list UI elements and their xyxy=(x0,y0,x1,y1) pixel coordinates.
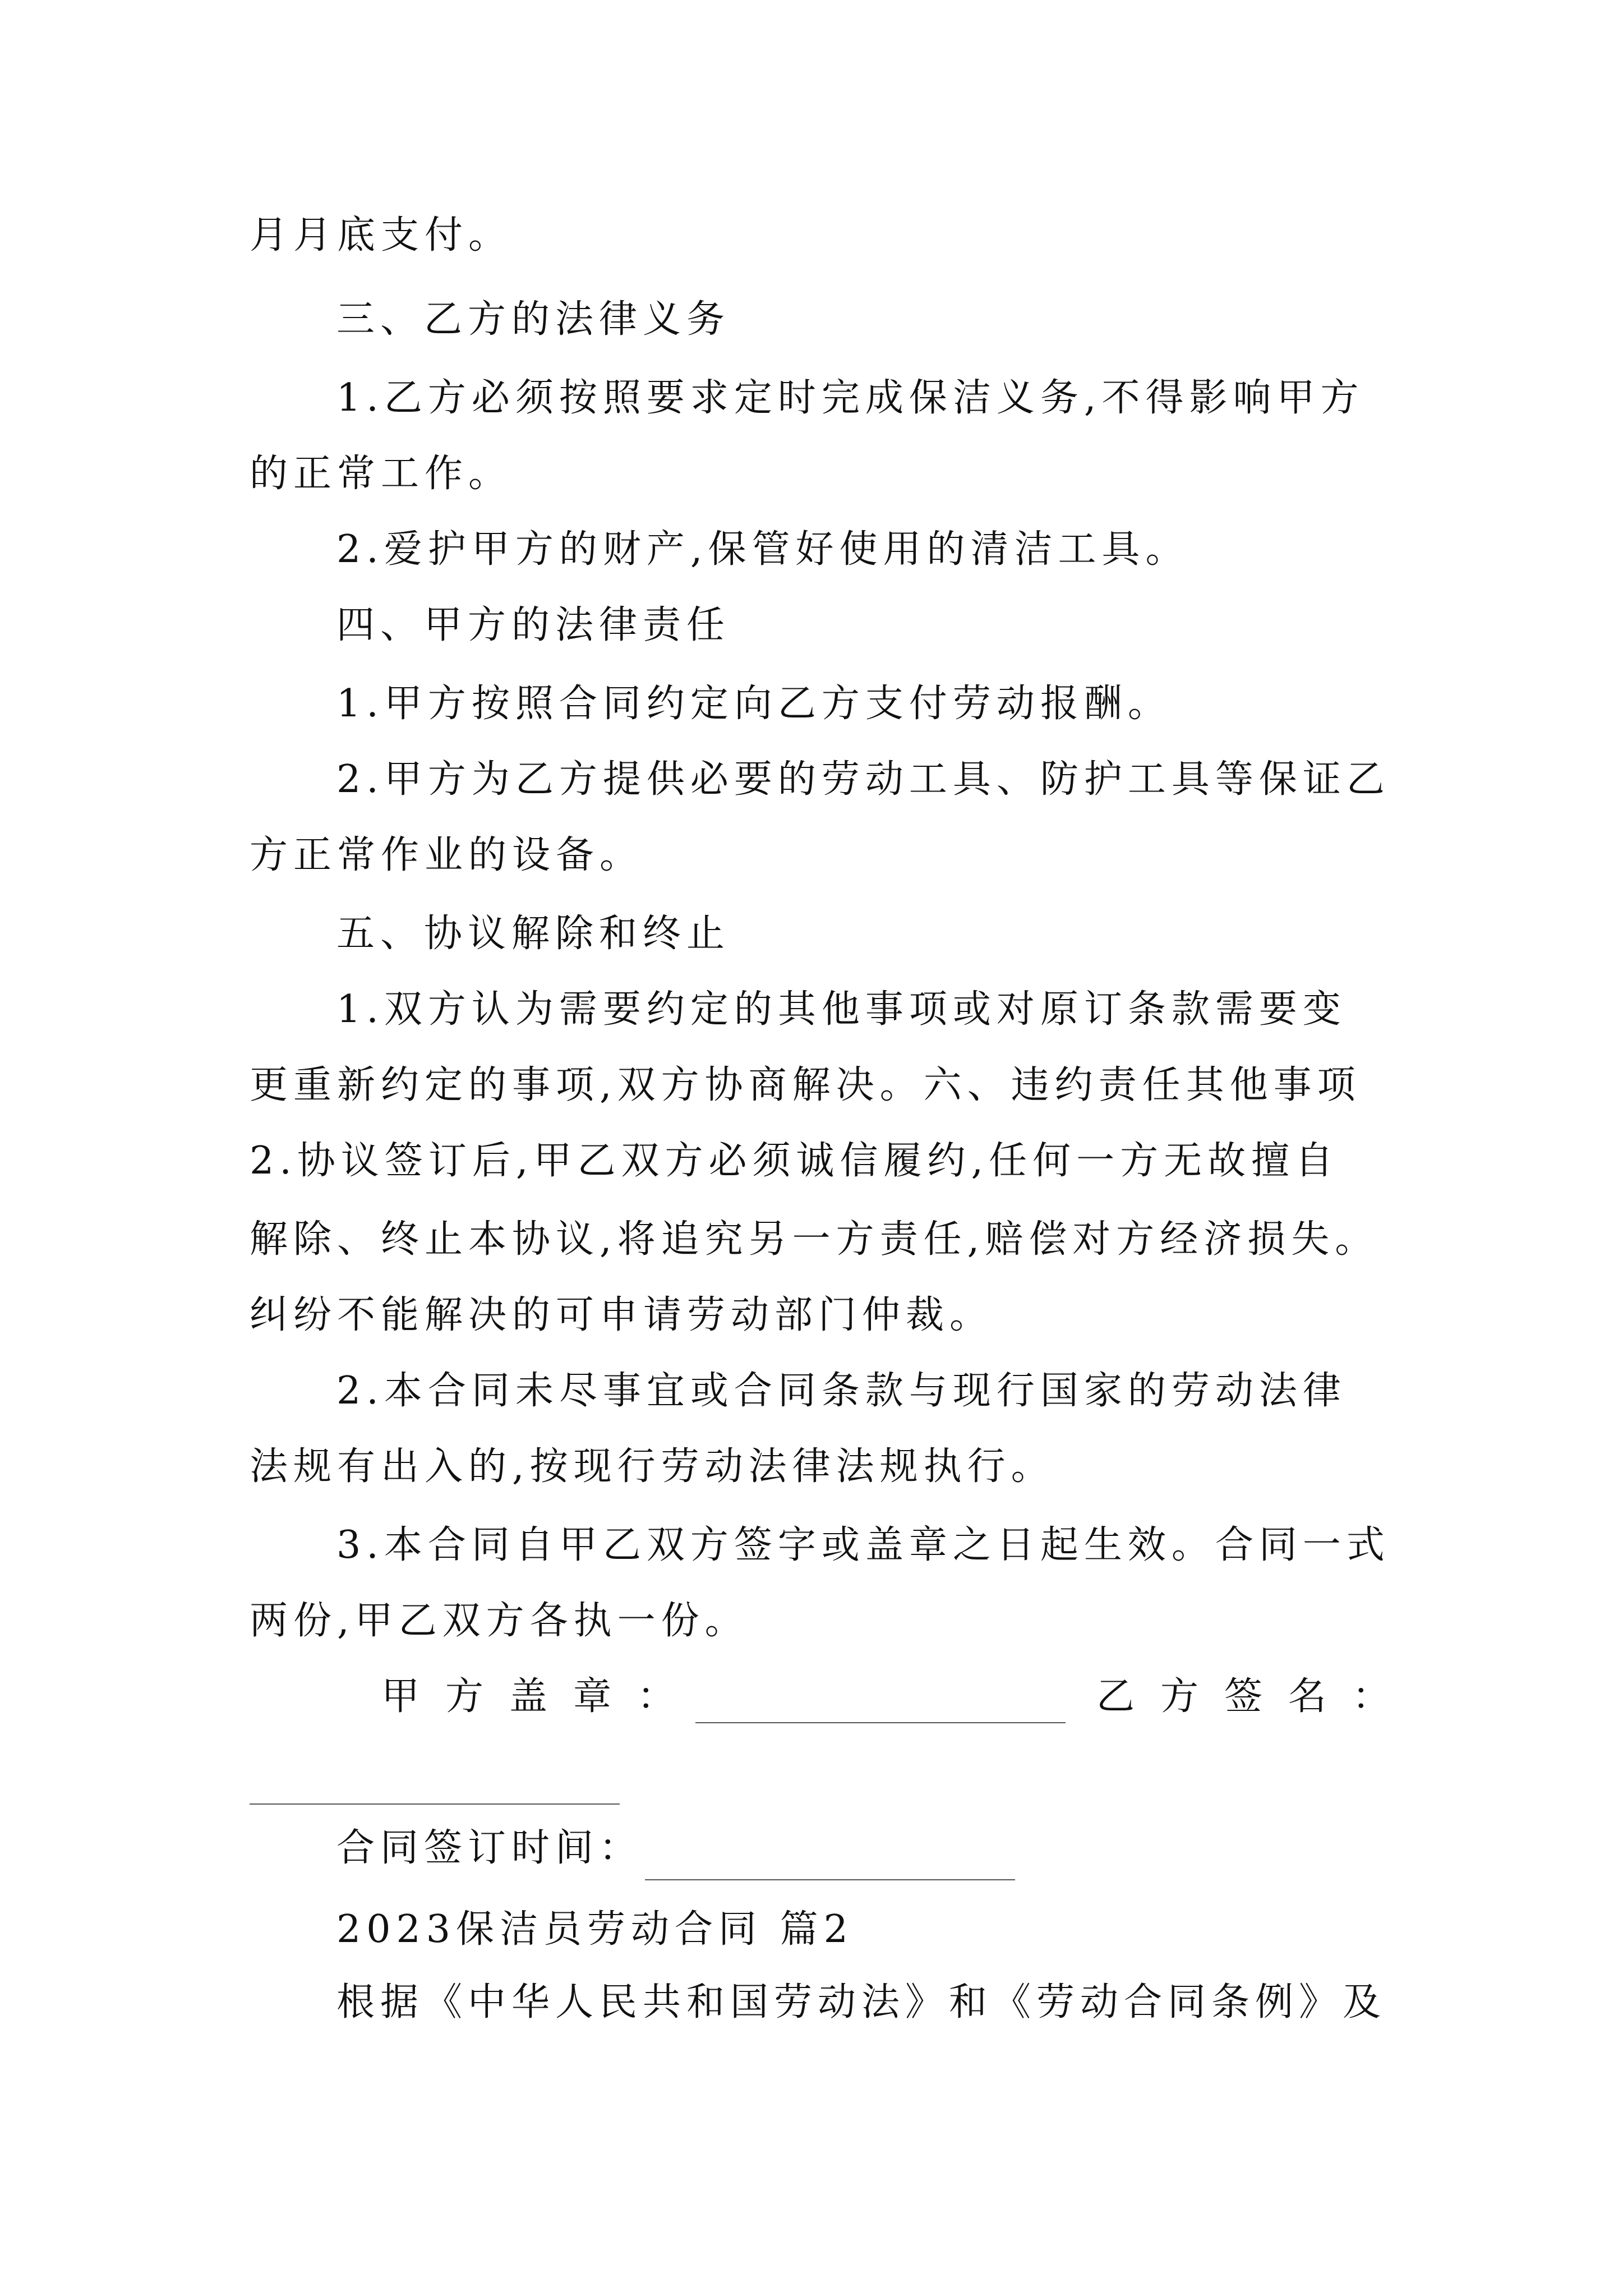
text-line: 2.甲方为乙方提供必要的劳动工具、防护工具等保证乙 xyxy=(336,757,1390,802)
party-a-seal-label: 甲方盖章： xyxy=(381,1674,702,1719)
text-line: 2.本合同未尽事宜或合同条款与现行国家的劳动法律 xyxy=(336,1369,1347,1413)
text-line: 两份,甲乙双方各执一份。 xyxy=(250,1599,749,1643)
sign-date-blank[interactable] xyxy=(645,1879,1015,1880)
text-line: 法规有出入的,按现行劳动法律法规执行。 xyxy=(250,1444,1055,1489)
text-line: 2.协议签订后,甲乙双方必须诚信履约,任何一方无故擅自 xyxy=(250,1139,1339,1183)
section-heading: 三、乙方的法律义务 xyxy=(336,297,731,342)
text-line: 2.爱护甲方的财产,保管好使用的清洁工具。 xyxy=(336,527,1189,572)
text-line: 的正常工作。 xyxy=(250,452,513,496)
text-line: 3.本合同自甲乙双方签字或盖章之日起生效。合同一式 xyxy=(336,1523,1390,1567)
section-title: 2023保洁员劳动合同 篇2 xyxy=(336,1907,854,1952)
text-line: 月月底支付。 xyxy=(250,213,513,257)
text-line: 根据《中华人民共和国劳动法》和《劳动合同条例》及 xyxy=(336,1980,1387,2024)
text-line: 纠纷不能解决的可申请劳动部门仲裁。 xyxy=(250,1293,994,1337)
signature-row xyxy=(381,1669,1417,1725)
party-b-signature-label: 乙方签名： xyxy=(1096,1674,1417,1719)
sign-date-label: 合同签订时间： xyxy=(336,1826,643,1870)
section-heading: 四、甲方的法律责任 xyxy=(336,603,731,647)
text-line: 1.双方认为需要约定的其他事项或对原订条款需要变 xyxy=(336,987,1347,1032)
text-line: 更重新约定的事项,双方协商解决。六、违约责任其他事项 xyxy=(250,1063,1361,1107)
text-line: 解除、终止本协议,将追究另一方责任,赔偿对方经济损失。 xyxy=(250,1217,1379,1262)
text-line: 1.甲方按照合同约定向乙方支付劳动报酬。 xyxy=(336,682,1172,726)
text-line: 方正常作业的设备。 xyxy=(250,833,644,877)
party-b-signature-blank[interactable] xyxy=(250,1803,620,1805)
text-line: 1.乙方必须按照要求定时完成保洁义务,不得影响甲方 xyxy=(336,376,1364,420)
section-heading: 五、协议解除和终止 xyxy=(336,912,731,956)
party-a-seal-blank[interactable] xyxy=(695,1722,1066,1723)
